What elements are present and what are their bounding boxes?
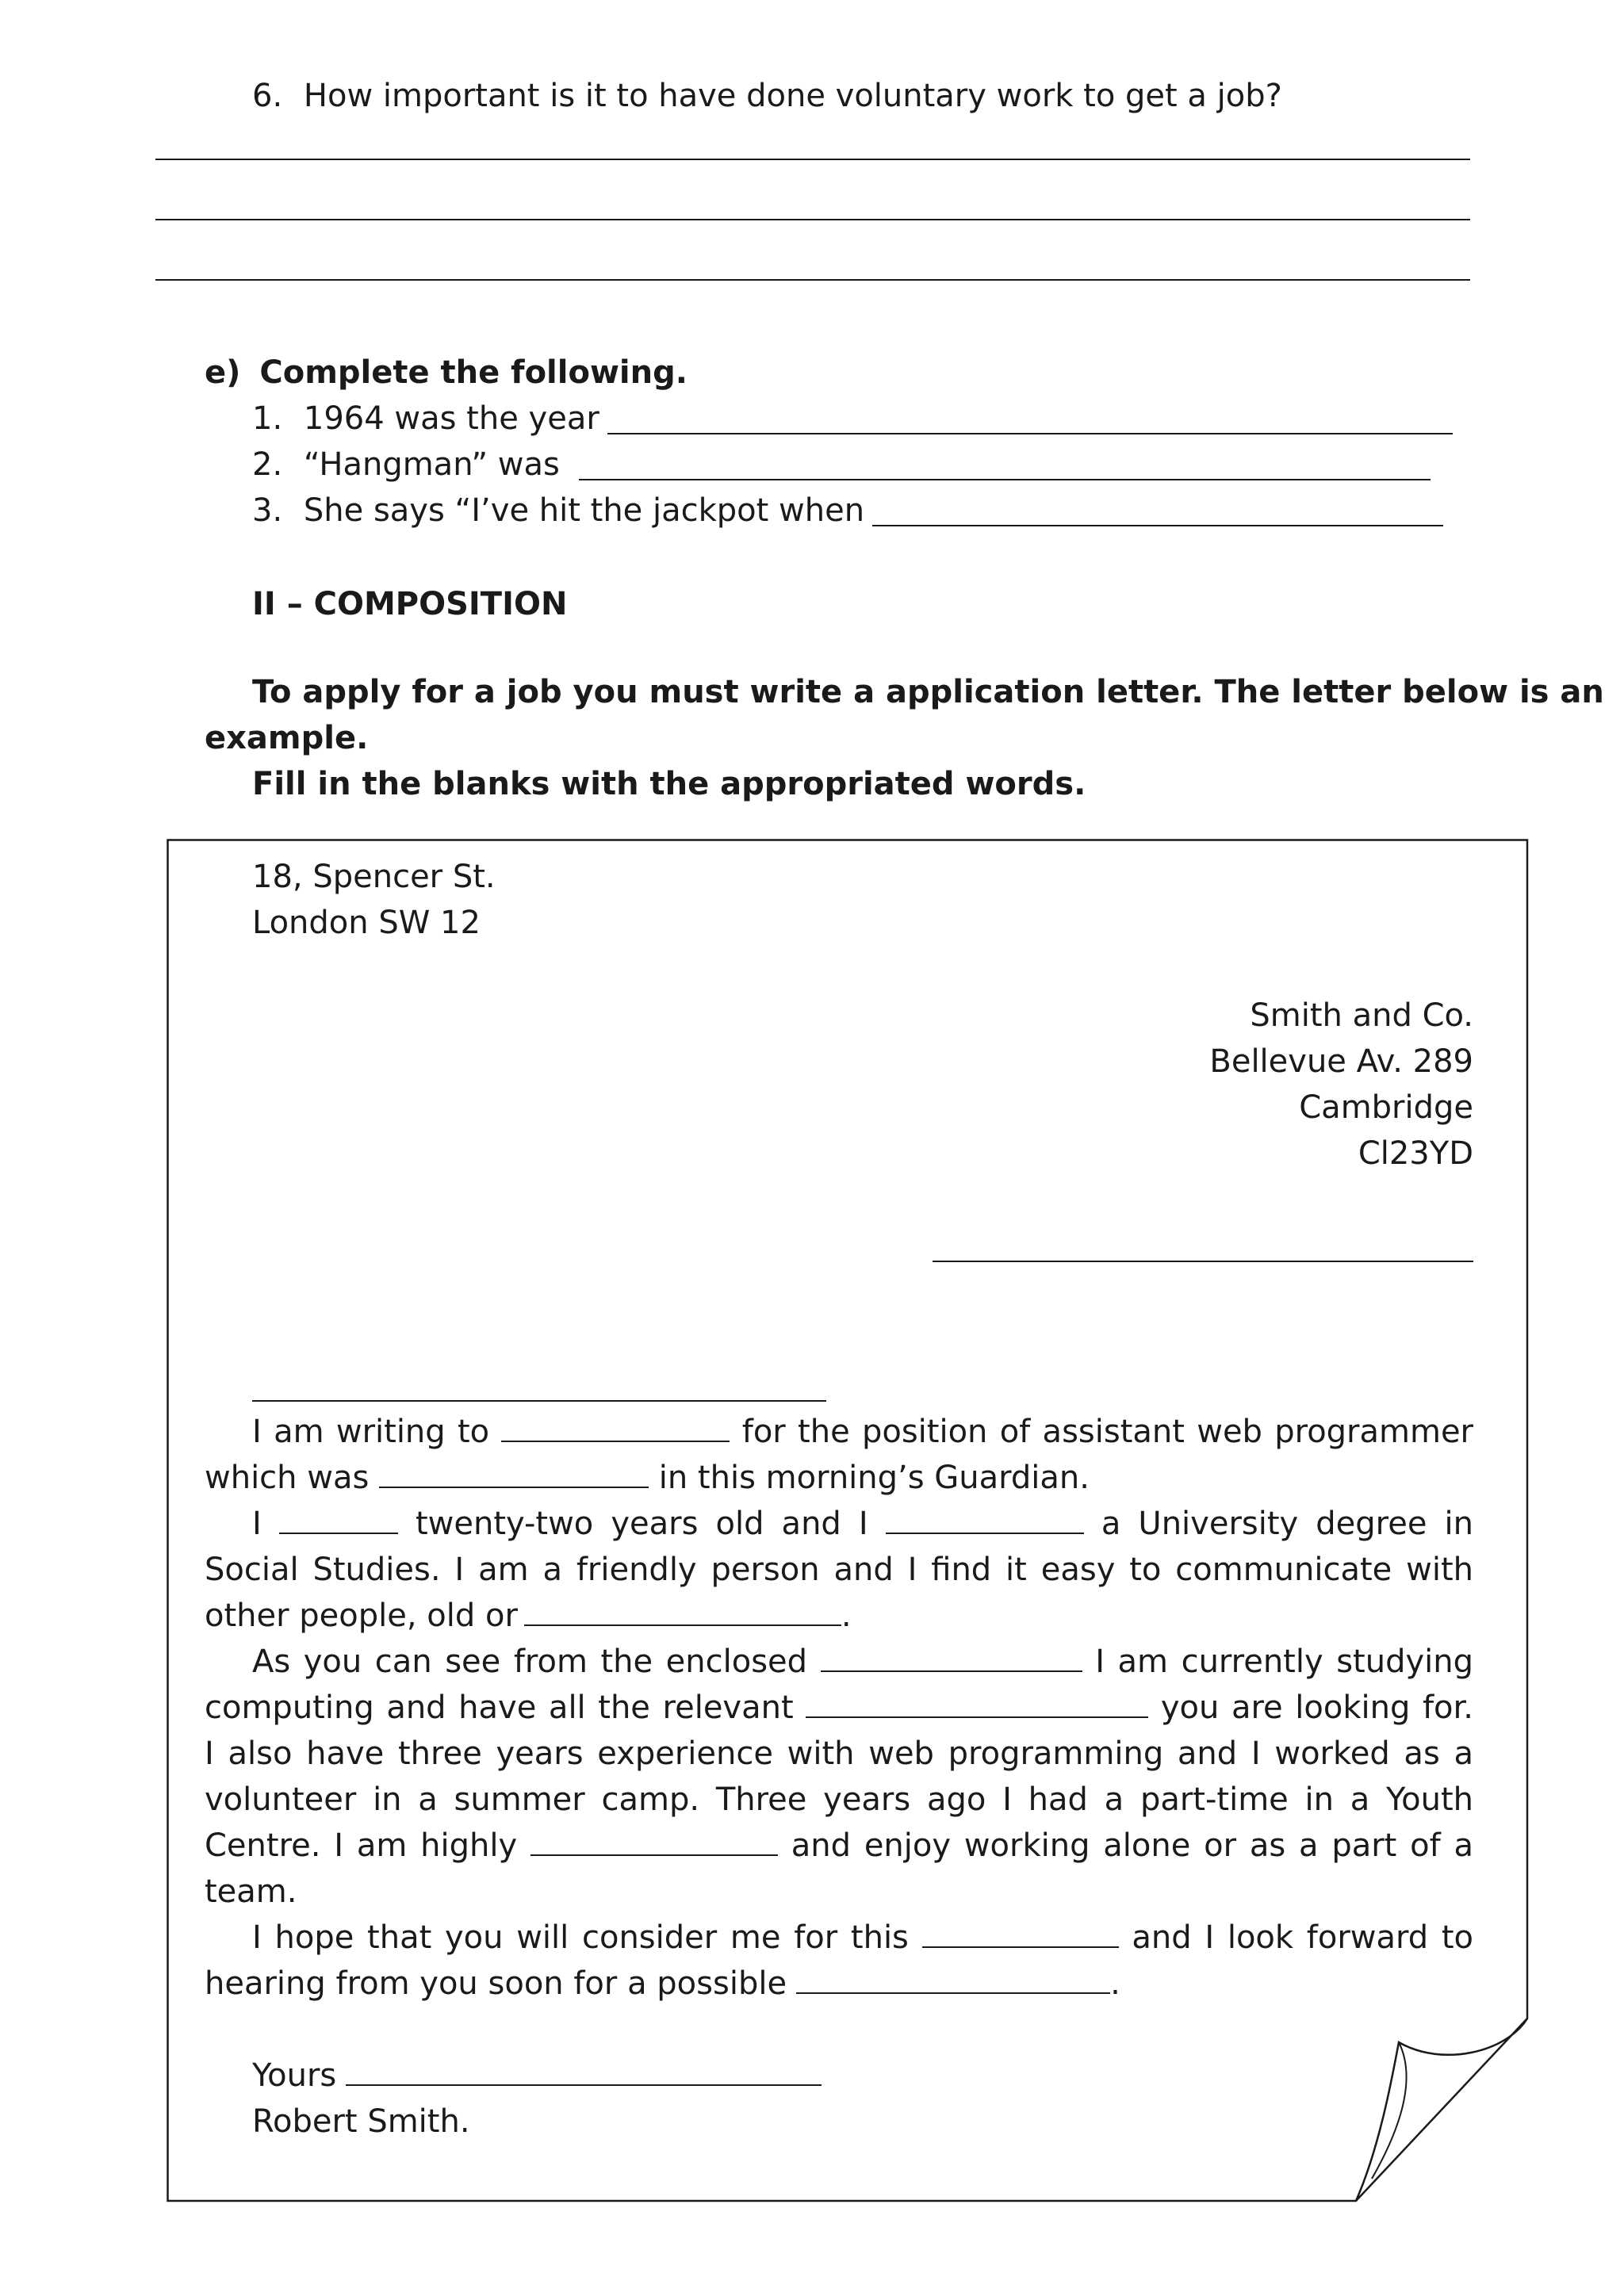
letter-signature: Robert Smith. xyxy=(252,2103,470,2140)
item-number: 2. xyxy=(252,446,283,483)
sender-address-line-2: London SW 12 xyxy=(252,905,481,941)
letter-closing: Yours xyxy=(252,2057,822,2094)
letter-p1-line-1: I am writing to for the position of assistant web programmer xyxy=(252,1414,1473,1450)
letter-p3-line-3: I also have three years experience with web programming and I worked as a xyxy=(205,1735,1473,1772)
letter-p3-line-2: computing and have all the relevant you are looking for. xyxy=(205,1689,1474,1726)
blank-field[interactable] xyxy=(530,1827,778,1856)
blank-item-3[interactable] xyxy=(872,525,1443,526)
blank-item-2[interactable] xyxy=(579,479,1431,480)
section-e-heading xyxy=(205,354,688,391)
blank-field[interactable] xyxy=(524,1598,841,1626)
item-text: “Hangman” was xyxy=(303,446,560,483)
complete-item-3 xyxy=(252,492,864,529)
question-text: How important is it to have done voluntary work to get a job? xyxy=(303,78,1282,114)
item-number: 3. xyxy=(252,492,283,529)
salutation-blank[interactable] xyxy=(252,1400,826,1402)
sender-address-line-1: 18, Spencer St. xyxy=(252,859,496,895)
blank-field[interactable] xyxy=(501,1414,730,1442)
blank-field[interactable] xyxy=(806,1689,1148,1718)
instruction-line-2: example. xyxy=(205,720,369,756)
complete-item-2 xyxy=(252,446,560,483)
blank-field[interactable] xyxy=(796,1965,1110,1994)
instruction-line-1: To apply for a job you must write a application letter. The letter below is an xyxy=(252,674,1604,710)
letter-p3-line-5: Centre. I am highly and enjoy working alone or as a part of a xyxy=(205,1827,1474,1864)
date-blank[interactable] xyxy=(933,1261,1473,1262)
recipient-address-line-1: Smith and Co. xyxy=(1250,997,1473,1034)
letter-p2-line-1: I twenty-two years old and I a University degree in xyxy=(252,1506,1474,1542)
blank-field[interactable] xyxy=(379,1460,649,1488)
question-number: 6. xyxy=(252,78,283,114)
blank-item-1[interactable] xyxy=(607,433,1453,434)
item-text: 1964 was the year xyxy=(303,400,599,437)
letter-p1-line-2: which was in this morning’s Guardian. xyxy=(205,1460,1090,1496)
letter-p4-line-1: I hope that you will consider me for this and I look forward to xyxy=(252,1919,1473,1956)
section-title: Complete the following. xyxy=(259,354,688,391)
composition-heading: II – COMPOSITION xyxy=(252,586,568,622)
answer-line-3[interactable] xyxy=(155,279,1470,281)
blank-field[interactable] xyxy=(922,1919,1119,1948)
item-number: 1. xyxy=(252,400,283,437)
recipient-address-line-3: Cambridge xyxy=(1299,1089,1473,1126)
letter-p3-line-6: team. xyxy=(205,1873,297,1910)
instruction-line-3: Fill in the blanks with the appropriated words. xyxy=(252,766,1086,802)
question-6 xyxy=(252,78,1282,114)
complete-item-1 xyxy=(252,400,599,437)
blank-field[interactable] xyxy=(886,1506,1084,1534)
answer-line-1[interactable] xyxy=(155,159,1470,160)
letter-p2-line-3: other people, old or . xyxy=(205,1598,852,1634)
letter-p2-line-2: Social Studies. I am a friendly person and I find it easy to communicate with xyxy=(205,1552,1473,1588)
letter-p4-line-2: hearing from you soon for a possible . xyxy=(205,1965,1120,2002)
blank-field[interactable] xyxy=(279,1506,398,1534)
blank-field[interactable] xyxy=(346,2057,822,2086)
letter-p3-line-4: volunteer in a summer camp. Three years ago I had a part-time in a Youth xyxy=(205,1781,1473,1818)
section-label: e) xyxy=(205,354,241,391)
item-text: She says “I’ve hit the jackpot when xyxy=(303,492,865,529)
blank-field[interactable] xyxy=(821,1644,1082,1672)
letter-p3-line-1: As you can see from the enclosed I am currently studying xyxy=(252,1644,1474,1680)
recipient-address-line-2: Bellevue Av. 289 xyxy=(1209,1043,1473,1080)
recipient-address-line-4: Cl23YD xyxy=(1358,1135,1473,1172)
answer-line-2[interactable] xyxy=(155,219,1470,220)
